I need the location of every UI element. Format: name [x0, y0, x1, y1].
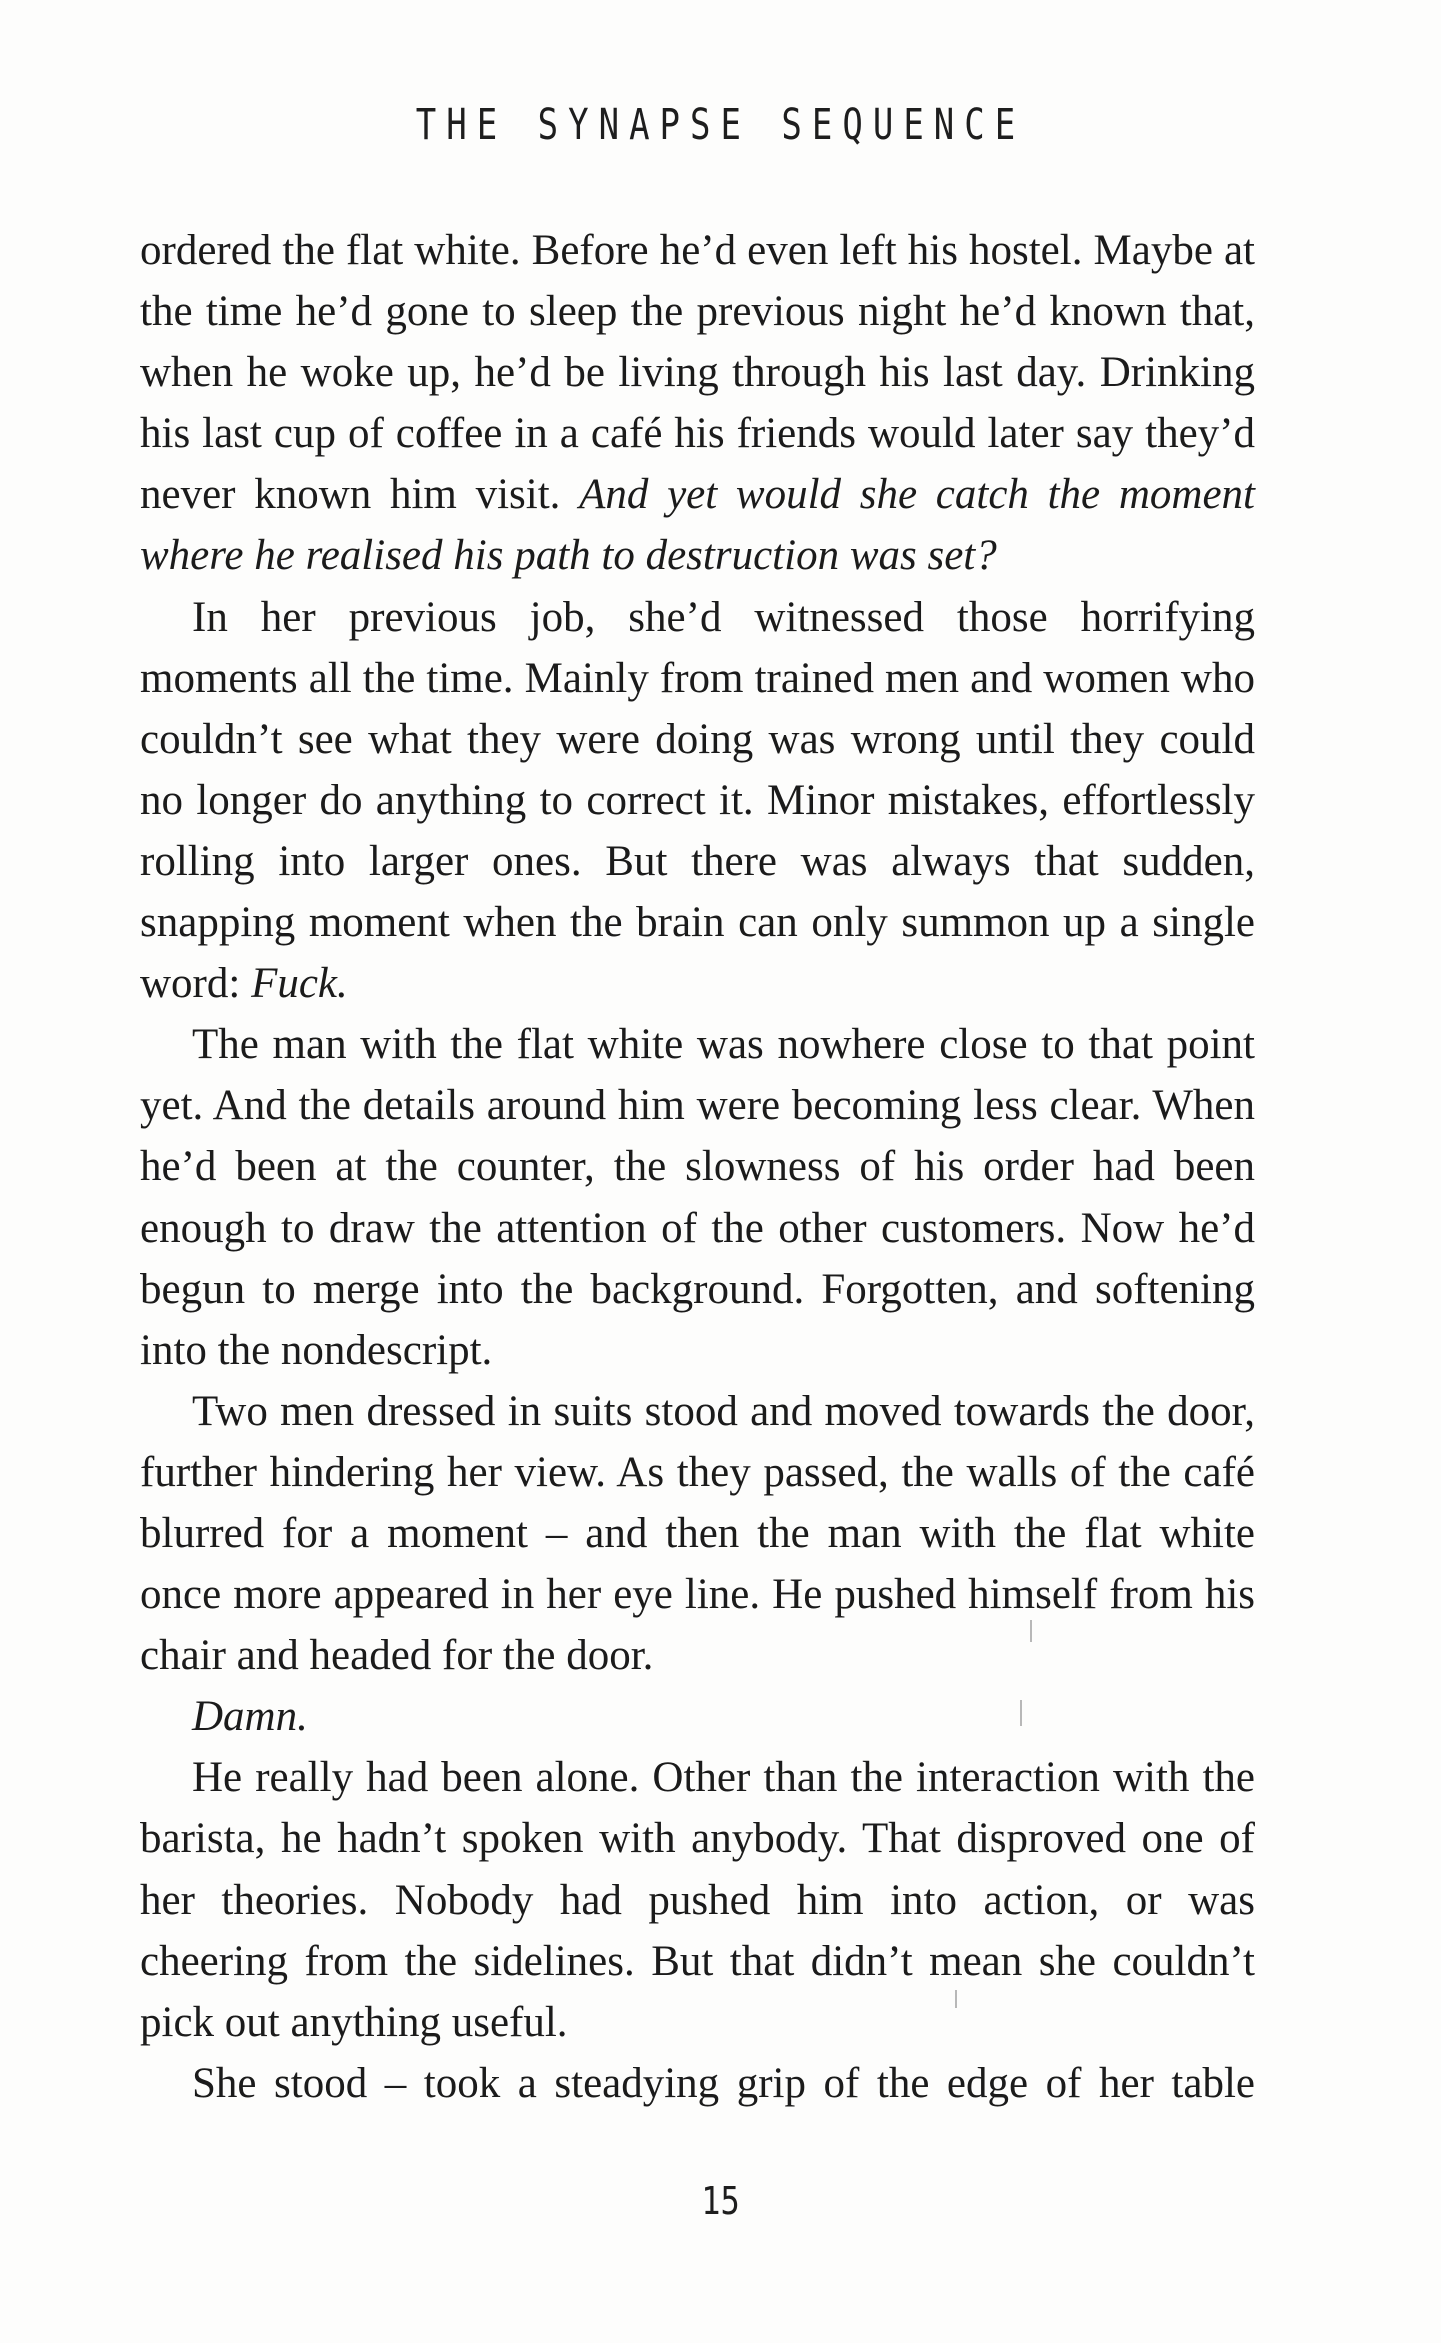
text-segment: The man with the flat white was nowhere close to that point yet. And the details around him were becoming less clear. When he’d been at the counter, the slowness of his order had been enough to draw the attention of the other customers. Now he’d begun to merge into the background. Forgotten, and softening into the nondescript.: [140, 1021, 1255, 1374]
scan-mark: [1030, 1620, 1032, 1642]
text-segment: In her previous job, she’d witnessed those horrifying moments all the time. Mainly from trained men and women who couldn’t see what they were doing was wrong until they could no longer do anything to correct it. Minor mistakes, effortlessly rolling into larger ones. But there was always that sudden, snapping moment when the brain can only summon up a single word:: [140, 593, 1255, 1008]
running-head: THE SYNAPSE SEQUENCE: [415, 100, 1026, 150]
text-segment: He really had been alone. Other than the interaction with the barista, he hadn’t spoken with anybody. That disproved one of her theories. Nobody had pushed him into action, or was cheering from the sidelines. But that didn’t mean she couldn’t pick out anything useful.: [140, 1754, 1255, 2046]
paragraph-7: [140, 2053, 1255, 2114]
paragraph-6: [140, 1747, 1255, 2052]
italic-segment: Fuck.: [251, 960, 348, 1008]
page-number: 15: [701, 2178, 740, 2224]
italic-segment: Damn.: [192, 1693, 308, 1741]
scan-mark: [1020, 1700, 1022, 1726]
text-segment: ordered the flat white. Before he’d even left his hostel. Maybe at the time he’d gone to sleep the previous night he’d known that, when he woke up, he’d be living through his last day. Drinking his last cup of coffee in a café his friends would later say they’d never known him visit.: [140, 227, 1255, 519]
italic-segment: And yet would she catch the moment where he realised his path to destruction was set?: [140, 471, 1255, 580]
paragraph-3: [140, 1014, 1255, 1381]
text-segment: She stood – took a steadying grip of the edge of her table: [192, 2059, 1255, 2107]
paragraph-5: [140, 1686, 1255, 1747]
paragraph-4: [140, 1381, 1255, 1686]
paragraph-2: [140, 587, 1255, 1015]
body-text: [140, 220, 1255, 2114]
paragraph-1: [140, 220, 1255, 587]
text-segment: Two men dressed in suits stood and moved towards the door, further hindering her view. As they passed, the walls of the café blurred for a moment – and then the man with the flat white once more appeared in her eye line. He pushed himself from his chair and headed for the door.: [140, 1387, 1255, 1680]
scan-mark: [955, 1990, 957, 2008]
